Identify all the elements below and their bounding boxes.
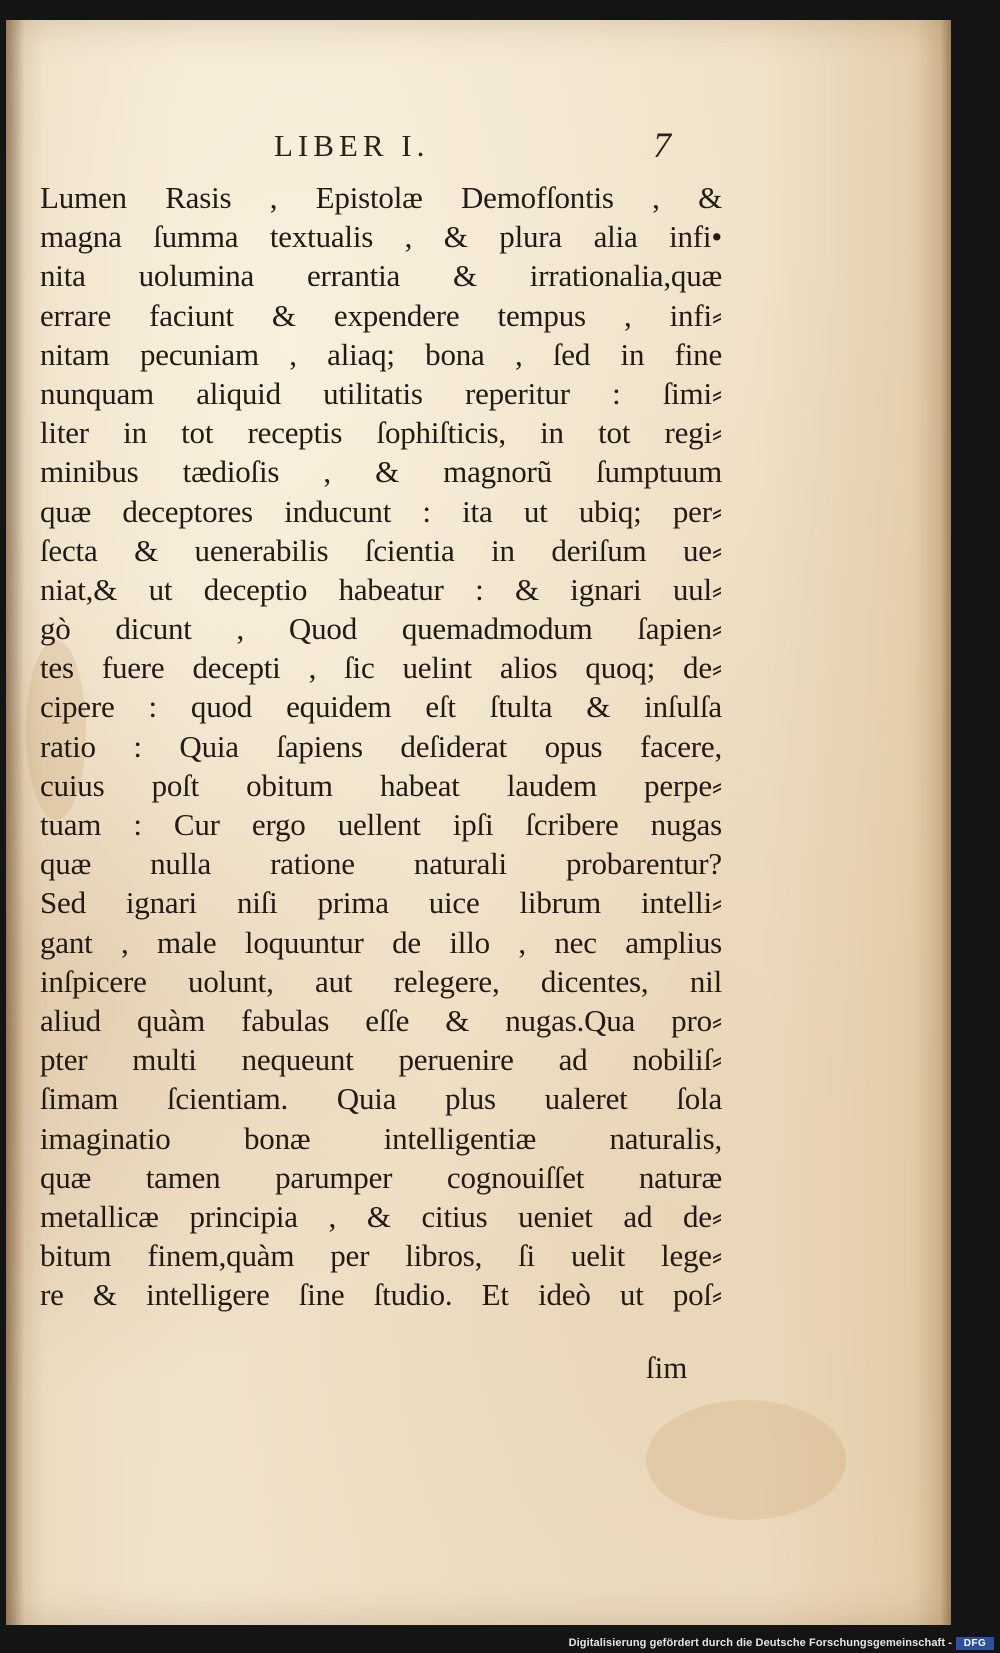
text-line: ſecta & uenerabilis ſcientia in deriſum ue⸗ xyxy=(40,532,722,568)
text-line: nita uolumina errantia & irrationalia,quæ xyxy=(40,258,722,294)
text-line: errare faciunt & expendere tempus , infi⸗ xyxy=(40,297,722,333)
running-head: LIBER I. xyxy=(274,128,430,163)
dfg-logo: DFG xyxy=(956,1637,994,1650)
text-line: liter in tot receptis ſophiſticis, in tot regi⸗ xyxy=(40,415,722,451)
text-line: gò dicunt , Quod quemadmodum ſapien⸗ xyxy=(40,611,722,647)
gutter-shadow xyxy=(6,20,24,1625)
text-line: tes fuere decepti , ſic uelint alios quoq; de⸗ xyxy=(40,650,722,686)
text-line: aliud quàm fabulas eſſe & nugas.Qua pro⸗ xyxy=(40,1002,722,1038)
text-line: metallicæ principia , & citius ueniet ad de⸗ xyxy=(40,1198,722,1234)
text-line: pter multi nequeunt peruenire ad nobiliſ⸗ xyxy=(40,1042,722,1078)
text-line: ſimam ſcientiam. Quia plus ualeret ſola xyxy=(40,1081,722,1117)
text-line: imaginatio bonæ intelligentiæ naturalis, xyxy=(40,1120,722,1156)
text-line: magna ſumma textualis , & plura alia infi• xyxy=(40,219,722,255)
text-line: cuius poſt obitum habeat laudem perpe⸗ xyxy=(40,767,722,803)
text-line: gant , male loquuntur de illo , nec amplius xyxy=(40,924,722,960)
footer-bar xyxy=(0,1633,1000,1653)
book-page xyxy=(6,20,951,1625)
text-line: quæ deceptores inducunt : ita ut ubiq; per⸗ xyxy=(40,493,722,529)
text-block xyxy=(40,178,722,1314)
text-line: nitam pecuniam , aliaq; bona , ſed in fine xyxy=(40,336,722,372)
text-line: nunquam aliquid utilitatis reperitur : ſimi⸗ xyxy=(40,375,722,411)
text-line: Sed ignari niſi prima uice librum intelli⸗ xyxy=(40,885,722,921)
catchword: ſim xyxy=(646,1350,688,1385)
text-line: Lumen Rasis , Epistolæ Demofſontis , & xyxy=(40,180,722,215)
funding-credit: Digitalisierung gefördert durch die Deutsche Forschungsgemeinschaft - xyxy=(568,1637,952,1649)
text-line: cipere : quod equidem eſt ſtulta & inſulſa xyxy=(40,689,722,725)
text-line: re & intelligere ſine ſtudio. Et ideò ut poſ⸗ xyxy=(40,1277,722,1313)
text-line: quæ tamen parumper cognouiſſet naturæ xyxy=(40,1159,722,1195)
page-number: 7 xyxy=(653,125,671,165)
text-line: inſpicere uolunt, aut relegere, dicentes, nil xyxy=(40,963,722,999)
text-line: tuam : Cur ergo uellent ipſi ſcribere nugas xyxy=(40,807,722,842)
text-line: niat,& ut deceptio habeatur : & ignari uul⸗ xyxy=(40,571,722,607)
paper-stain xyxy=(646,1400,846,1520)
text-line: minibus tædioſis , & magnorũ ſumptuum xyxy=(40,454,722,490)
page-edge xyxy=(941,20,951,1625)
text-line: ratio : Quia ſapiens deſiderat opus facere, xyxy=(40,728,722,764)
text-line: bitum finem,quàm per libros, ſi uelit lege⸗ xyxy=(40,1238,722,1274)
text-line: quæ nulla ratione naturali probarentur? xyxy=(40,846,722,882)
